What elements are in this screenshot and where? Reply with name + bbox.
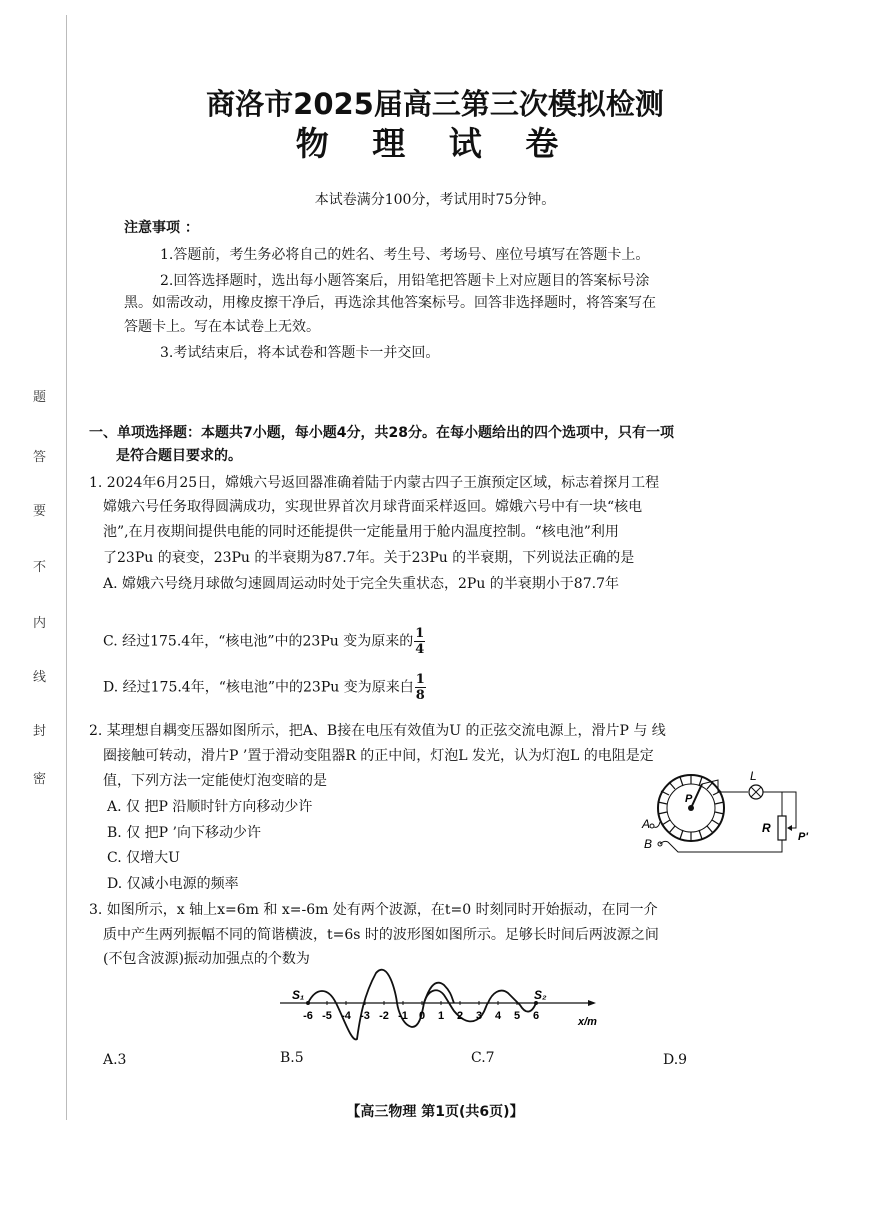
- q3-answer-a: A.3: [103, 1052, 127, 1068]
- note-item: 1.答题前，考生务必将自己的姓名、考生号、考场号、座位号填写在答题卡上。: [160, 247, 650, 263]
- q2-option-c: C. 仅增大U: [107, 850, 180, 866]
- q3-text: 3. 如图所示，x 轴上x=6m 和 x=-6m 处有两个波源，在t=0 时刻同时开始振动，在同一介: [89, 902, 658, 918]
- wave-figure: [278, 965, 598, 1045]
- label-a: A: [642, 817, 651, 831]
- margin-char: 答: [33, 450, 47, 465]
- exam-title: 商洛市2025届高三第三次模拟检测: [206, 87, 664, 121]
- q2-option-a: A. 仅 把P 沿顺时针方向移动少许: [107, 799, 313, 815]
- margin-char: 题: [33, 390, 47, 405]
- label-l: L: [750, 770, 757, 783]
- notes-heading: 注意事项 ：: [124, 220, 199, 236]
- q3-answer-c: C.7: [471, 1050, 495, 1066]
- section-heading: 是符合题目要求的。: [116, 448, 242, 464]
- q1-option-d: [103, 672, 426, 703]
- transformer-circuit-figure: [638, 770, 818, 865]
- margin-char: 封: [33, 724, 47, 739]
- margin-char: 线: [33, 670, 47, 685]
- wire-bottom: [668, 840, 782, 852]
- q3-answer-b: B.5: [280, 1050, 304, 1066]
- label-p: P: [685, 793, 693, 805]
- x-tick-label: -5: [322, 1010, 332, 1022]
- margin-binding-line: [66, 15, 67, 1120]
- margin-char: 密: [33, 772, 47, 787]
- x-tick-label: 5: [513, 1010, 521, 1022]
- subject-title: 物 理 试 卷: [295, 124, 575, 163]
- q1-option-d-text: D. 经过175.4年，“核电池”中的23Pu 变为原来白: [103, 679, 414, 696]
- q1-option-a: A. 嫦娥六号绕月球做匀速圆周运动时处于完全失重状态，2Pu 的半衰期小于87.7年: [103, 576, 619, 592]
- x-tick-label: 6: [532, 1010, 540, 1022]
- margin-char: 内: [33, 616, 47, 631]
- q2-option-d: D. 仅减小电源的频率: [107, 876, 239, 892]
- x-tick-label: 0: [418, 1010, 426, 1022]
- x-tick-label: -6: [303, 1010, 313, 1022]
- label-b: B: [644, 837, 653, 851]
- x-tick-label: -2: [379, 1010, 389, 1022]
- margin-char: 要: [33, 504, 47, 519]
- q1-text: 1. 2024年6月25日，嫦娥六号返回器准确着陆于内蒙古四子王旗预定区域，标志着探月工程: [89, 475, 660, 491]
- note-item: 黑。如需改动，用橡皮擦干净后，再选涂其他答案标号。回答非选择题时，将答案写在: [124, 295, 656, 311]
- x-tick-label: -3: [360, 1010, 370, 1022]
- slider-p-arm: [691, 784, 702, 808]
- note-item: 答题卡上。写在本试卷上无效。: [124, 319, 320, 335]
- q1-option-c: [103, 626, 425, 657]
- q3-text: 质中产生两列振幅不同的简谐横波，t=6s 时的波形图如图所示。足够长时间后两波源之间: [103, 927, 659, 943]
- rheostat-icon: [778, 816, 786, 840]
- label-p-prime: P': [798, 831, 808, 843]
- x-tick-label: -1: [398, 1010, 408, 1022]
- slider-pivot: [688, 805, 694, 811]
- note-item: 3.考试结束后，将本试卷和答题卡一并交回。: [160, 345, 440, 361]
- label-r: R: [762, 821, 771, 835]
- q3-text: (不包含波源)振动加强点的个数为: [103, 951, 310, 967]
- q1-option-c-text: C. 经过175.4年，“核电池”中的23Pu 变为原来的: [103, 633, 414, 650]
- note-item: 2.回答选择题时，选出每小题答案后，用铅笔把答题卡上对应题目的答案标号涂: [160, 273, 650, 289]
- wave-left: [308, 970, 454, 1040]
- wire-lamp-right: [763, 792, 796, 800]
- q1-text: 池”,在月夜期间提供电能的同时还能提供一定能量用于舱内温度控制。“核电池”利用: [103, 524, 619, 540]
- exam-info: 本试卷满分100分，考试用时75分钟。: [314, 192, 556, 208]
- label-s1: S₁: [292, 988, 305, 1002]
- q1-text: 嫦娥六号任务取得圆满成功，实现世界首次月球背面采样返回。嫦娥六号中有一块“核电: [103, 499, 643, 515]
- q2-text: 2. 某理想自耦变压器如图所示，把A、B接在电压有效值为U 的正弦交流电源上，滑片P 与 线: [89, 723, 666, 739]
- x-tick-label: 1: [437, 1010, 445, 1022]
- x-tick-label: 2: [456, 1010, 464, 1022]
- page-footer: 【高三物理 第1页(共6页)】: [346, 1104, 524, 1120]
- margin-char: 不: [33, 560, 47, 575]
- x-tick-label: 4: [494, 1010, 502, 1022]
- q2-text: 值，下列方法一定能使灯泡变暗的是: [103, 773, 327, 789]
- x-tick-label: -4: [341, 1010, 351, 1022]
- q1-text: 了23Pu 的衰变，23Pu 的半衰期为87.7年。关于23Pu 的半衰期，下列说法正确的是: [103, 550, 635, 566]
- x-axis-arrow: [588, 1000, 596, 1006]
- q2-text: 圈接触可转动，滑片P ’置于滑动变阻器R 的正中间，灯泡L 发光，认为灯泡L 的电阻是定: [103, 748, 654, 764]
- fraction: $\frac{1}{4}$: [415, 626, 425, 657]
- q2-option-b: B. 仅 把P ’向下移动少许: [107, 825, 261, 841]
- fraction: $\frac{1}{8}$: [415, 672, 425, 703]
- label-s2: S₂: [534, 988, 547, 1002]
- section-heading: 一、单项选择题：本题共7小题，每小题4分，共28分。在每小题给出的四个选项中，只有一项: [89, 425, 674, 441]
- x-axis-label: x/m: [578, 1016, 597, 1028]
- slider-p2-wire: [788, 800, 796, 828]
- x-axis-ticks: [303, 1001, 539, 1022]
- q3-answer-d: D.9: [663, 1052, 688, 1068]
- x-tick-label: 3: [475, 1010, 483, 1022]
